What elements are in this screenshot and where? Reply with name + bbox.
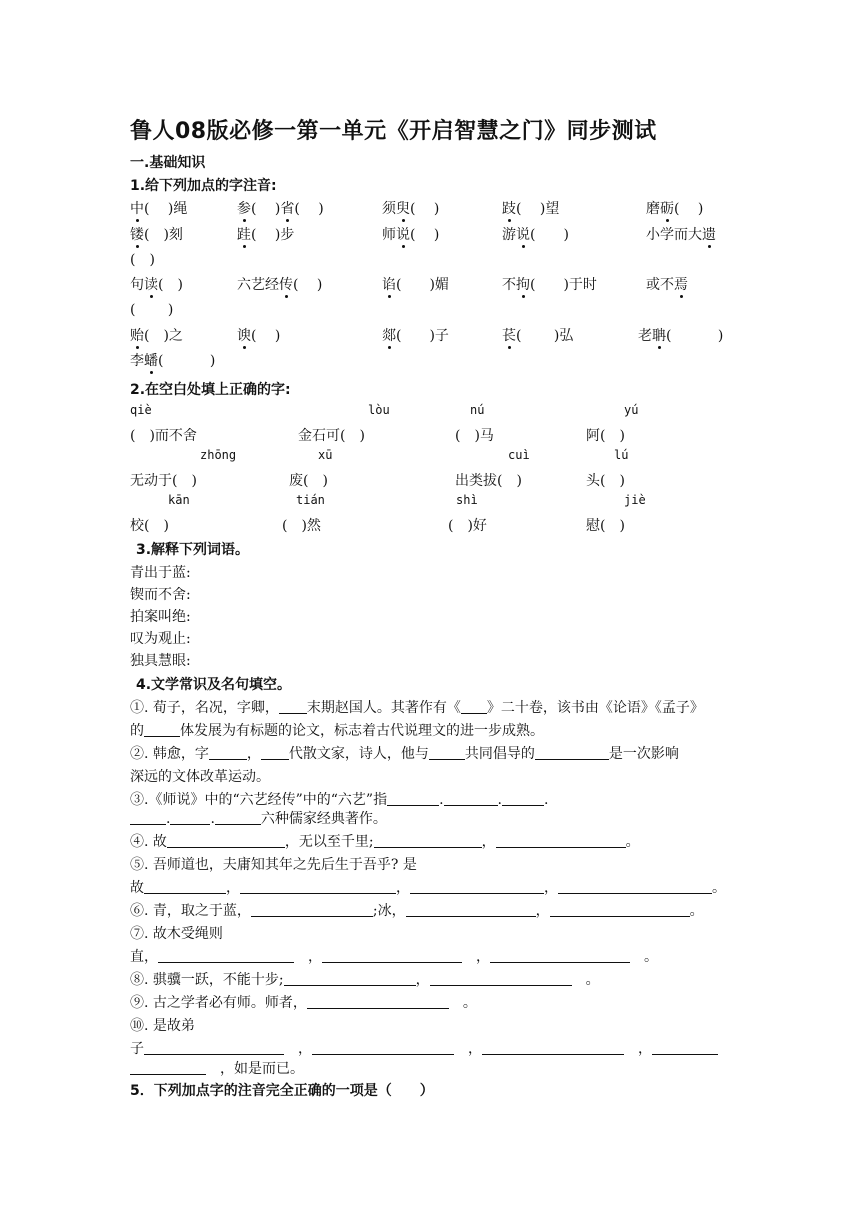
q1-item: 镂( )刻 <box>130 227 183 243</box>
q1-heading: 1.给下列加点的字注音: <box>130 178 277 194</box>
q4-heading: 4.文学常识及名句填空。 <box>136 677 292 693</box>
q2-heading: 2.在空白处填上正确的字: <box>130 382 291 398</box>
q1-item: 不拘( )于时 <box>502 277 597 293</box>
q1-item: ( ) <box>130 252 155 268</box>
q1-item: 老聃( ) <box>638 328 724 344</box>
q4-line: 故 ， ， ， 。 <box>130 880 726 896</box>
term: 青出于蓝: <box>130 565 191 581</box>
q1-item: 小学而大遗 <box>646 227 716 243</box>
q4-line: ⑧. 骐骥一跃，不能十步; ， 。 <box>130 972 600 988</box>
pinyin: lòu <box>368 403 390 417</box>
q1-item: 或不焉 <box>646 277 688 293</box>
fill-item: ( )而不舍 <box>130 428 197 444</box>
pinyin: yú <box>624 403 639 417</box>
q1-item: 师说( ) <box>382 227 440 243</box>
fill-item: 无动于( ) <box>130 473 197 489</box>
pinyin: shì <box>456 493 478 507</box>
q4-line: ⑦. 故木受绳则 <box>130 926 223 942</box>
pinyin: jiè <box>624 493 646 507</box>
q4-line: ③.《师说》中的“六艺经传”中的“六艺”指 . . . <box>130 792 549 808</box>
q4-line: ⑩. 是故弟 <box>130 1018 195 1034</box>
fill-item: 阿( ) <box>586 428 625 444</box>
fill-item: 金石可( ) <box>298 428 365 444</box>
section-heading: 一.基础知识 <box>130 155 206 171</box>
q1-item: 参( )省( ) <box>237 201 324 217</box>
q4-line: 深远的文体改革运动。 <box>130 769 270 785</box>
q4-line: 子 ， ， ， <box>130 1038 718 1058</box>
fill-item: ( )然 <box>282 518 321 534</box>
dotted-char: 中 <box>130 201 144 217</box>
pinyin: qiè <box>130 403 152 417</box>
q4-line: . . 六种儒家经典著作。 <box>130 808 387 828</box>
pinyin: cuì <box>508 448 530 462</box>
fill-item: 头( ) <box>586 473 625 489</box>
term: 叹为观止: <box>130 631 191 647</box>
term: 锲而不舍: <box>130 587 191 603</box>
pinyin: nú <box>470 403 485 417</box>
fill-item: 出类拔( ) <box>455 473 522 489</box>
q4-line: ④. 故 ，无以至千里; ， 。 <box>130 834 640 850</box>
q4-line: ⑨. 古之学者必有师。师者， 。 <box>130 995 477 1011</box>
q1-item: 跬( )步 <box>237 227 295 243</box>
fill-item: 校( ) <box>130 518 169 534</box>
fill-item: ( )马 <box>455 428 494 444</box>
pinyin: xū <box>318 448 333 462</box>
pinyin: lú <box>614 448 629 462</box>
q1-item: 贻( )之 <box>130 328 183 344</box>
q1-item: 须臾( ) <box>382 201 440 217</box>
q4-line: ②. 韩愈，字 ， 代散文家，诗人，他与 共同倡导的 是一次影响 <box>130 746 679 762</box>
pinyin: kān <box>168 493 190 507</box>
q1-item: 谀( ) <box>237 328 281 344</box>
q1-item: 郯( )子 <box>382 328 449 344</box>
fill-item: 慰( ) <box>586 518 625 534</box>
q4-line: 的 体发展为有标题的论文，标志着古代说理文的进一步成熟。 <box>130 723 544 739</box>
q5-heading: 5．下列加点字的注音完全正确的一项是（ ） <box>130 1083 434 1099</box>
q3-heading: 3.解释下列词语。 <box>136 542 250 558</box>
q1-item: 磨砺( ) <box>646 201 704 217</box>
pinyin: tián <box>296 493 325 507</box>
q1-item: 谄( )媚 <box>382 277 449 293</box>
q1-item: 六艺经传( ) <box>237 277 323 293</box>
q1-item: 苌( )弘 <box>502 328 574 344</box>
fill-item: 废( ) <box>289 473 328 489</box>
q4-line: ⑥. 青，取之于蓝， ;冰， ， 。 <box>130 903 704 919</box>
q4-line: ，如是而已。 <box>130 1058 304 1078</box>
q1-item: 李蟠( ) <box>130 353 216 369</box>
fill-item: ( )好 <box>448 518 487 534</box>
pinyin: zhōng <box>200 448 237 462</box>
term: 独具慧眼: <box>130 653 191 669</box>
q1-item: 句读( ) <box>130 277 183 293</box>
q1-item: 游说( ) <box>502 227 569 243</box>
term: 拍案叫绝: <box>130 609 191 625</box>
q1-item: ( ) <box>130 302 174 318</box>
q1-item: 中( )绳 <box>130 201 188 217</box>
q4-line: ①. 荀子，名况，字卿， 末期赵国人。其著作有《 》二十卷，该书由《论语》《孟子》 <box>130 700 704 716</box>
q4-line: 直， ， ， 。 <box>130 949 658 965</box>
page-title: 鲁人08版必修一第一单元《开启智慧之门》同步测试 <box>130 119 657 144</box>
q1-item: 跂( )望 <box>502 201 560 217</box>
q4-line: ⑤. 吾师道也，夫庸知其年之先后生于吾乎? 是 <box>130 857 417 873</box>
